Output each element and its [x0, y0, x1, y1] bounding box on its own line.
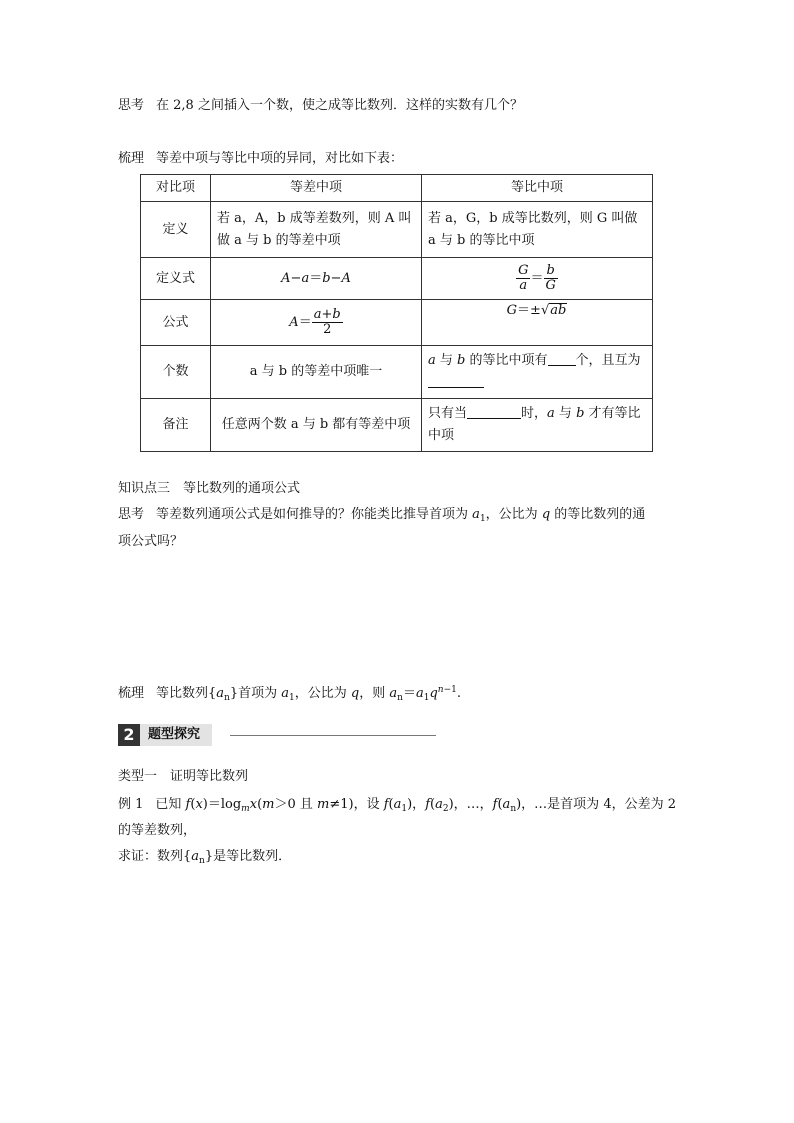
- fraction-g-over-a: $\frac{G}{a}$: [518, 263, 529, 293]
- section-header: [118, 724, 436, 746]
- formula-arith: A＝ $\frac{a+b}{2}$: [211, 300, 422, 346]
- think-label: 思考: [118, 98, 145, 113]
- think-question-2-line2: 项公式吗？: [118, 534, 184, 549]
- formula-geo: G＝±√ab: [422, 300, 653, 346]
- table-row: [141, 202, 653, 258]
- table-row: [141, 300, 653, 346]
- example-label: 例 1: [118, 797, 144, 812]
- section-number: 2: [118, 724, 140, 746]
- summary-label: 梳理: [118, 151, 145, 166]
- example-1-prove: 求证：数列$\{a_n\}$是等比数列．: [118, 849, 292, 866]
- section-divider: [230, 735, 436, 736]
- think-question-2: 思考 等差数列通项公式是如何推导的？你能类比推导首项为 $a_1$，公比为 q 的等比数列的通: [118, 507, 646, 524]
- summary-label: 梳理: [118, 686, 145, 701]
- row-label: 个数: [141, 346, 211, 399]
- summary-text: 等差中项与等比中项的异同，对比如下表：: [156, 151, 404, 166]
- sqrt-icon: √: [540, 303, 550, 318]
- think-text: ，公比为: [485, 507, 538, 522]
- think-text: 等差数列通项公式是如何推导的？你能类比推导首项为: [156, 507, 469, 522]
- def-formula-geo: $\frac{G}{a}$ ＝ $\frac{b}{G}$: [422, 258, 653, 300]
- table-row: [141, 258, 653, 300]
- think-text: 的等比数列的通: [554, 507, 646, 522]
- def-geo-cell: [422, 202, 653, 258]
- type-1-title: 类型一 证明等比数列: [118, 769, 249, 784]
- header-cell: 等差中项: [211, 175, 422, 202]
- fraction-b-over-g: $\frac{b}{G}$: [545, 263, 556, 293]
- row-label: 备注: [141, 399, 211, 452]
- blank-field[interactable]: [428, 373, 484, 388]
- def-arith-cell: [211, 202, 422, 258]
- header-cell: 等比中项: [422, 175, 653, 202]
- blank-field[interactable]: [548, 351, 576, 366]
- think-text: 在 2,8 之间插入一个数，使之成等比数列．这样的实数有几个？: [156, 98, 523, 113]
- table-row: [141, 346, 653, 399]
- row-label: 定义式: [141, 258, 211, 300]
- section-title: 题型探究: [140, 724, 212, 746]
- example-1-line2: 的等差数列，: [118, 823, 197, 838]
- note-geo: 只有当 时，a 与 b 才有等比 中项: [422, 399, 653, 452]
- table-header-row: [141, 175, 653, 202]
- example-1: 例 1 已知 $f(x)=\log_mx(m>0$ 且 m≠1)，设 $f(a_1)$，$f(a_2)$，…，$f(a_n)$，…是首项为 4，公差为 2: [118, 797, 676, 814]
- def-arith-text: 若 a，A，b 成等差数列，则 A 叫做 a 与 b 的等差中项: [217, 210, 412, 248]
- count-geo: a 与 b 的等比中项有 个，且互为: [422, 346, 653, 399]
- think-question-1: [118, 96, 523, 116]
- def-geo-text: 若 a，G，b 成等比数列，则 G 叫做 a 与 b 的等比中项: [428, 210, 638, 248]
- summary-1: [118, 149, 403, 169]
- row-label: 定义: [141, 202, 211, 258]
- summary-2: 梳理 等比数列$\{a_n\}$首项为 $a_1$，公比为 q，则 $a_n=a_1q^{n-1}$.: [118, 685, 461, 703]
- count-arith: a 与 b 的等差中项唯一: [211, 346, 422, 399]
- row-label: 公式: [141, 300, 211, 346]
- def-formula-arith: A−a＝b−A: [211, 258, 422, 300]
- sqrt-ab: ab: [550, 303, 567, 318]
- table-row: [141, 399, 653, 452]
- note-arith: 任意两个数 a 与 b 都有等差中项: [211, 399, 422, 452]
- fraction-a-plus-b-over-2: $\frac{a+b}{2}$: [313, 307, 341, 337]
- comparison-table: [140, 174, 653, 452]
- blank-field[interactable]: [467, 404, 521, 419]
- think-label: 思考: [118, 507, 145, 522]
- header-cell: 对比项: [141, 175, 211, 202]
- knowledge-point-3-title: 知识点三 等比数列的通项公式: [118, 481, 301, 496]
